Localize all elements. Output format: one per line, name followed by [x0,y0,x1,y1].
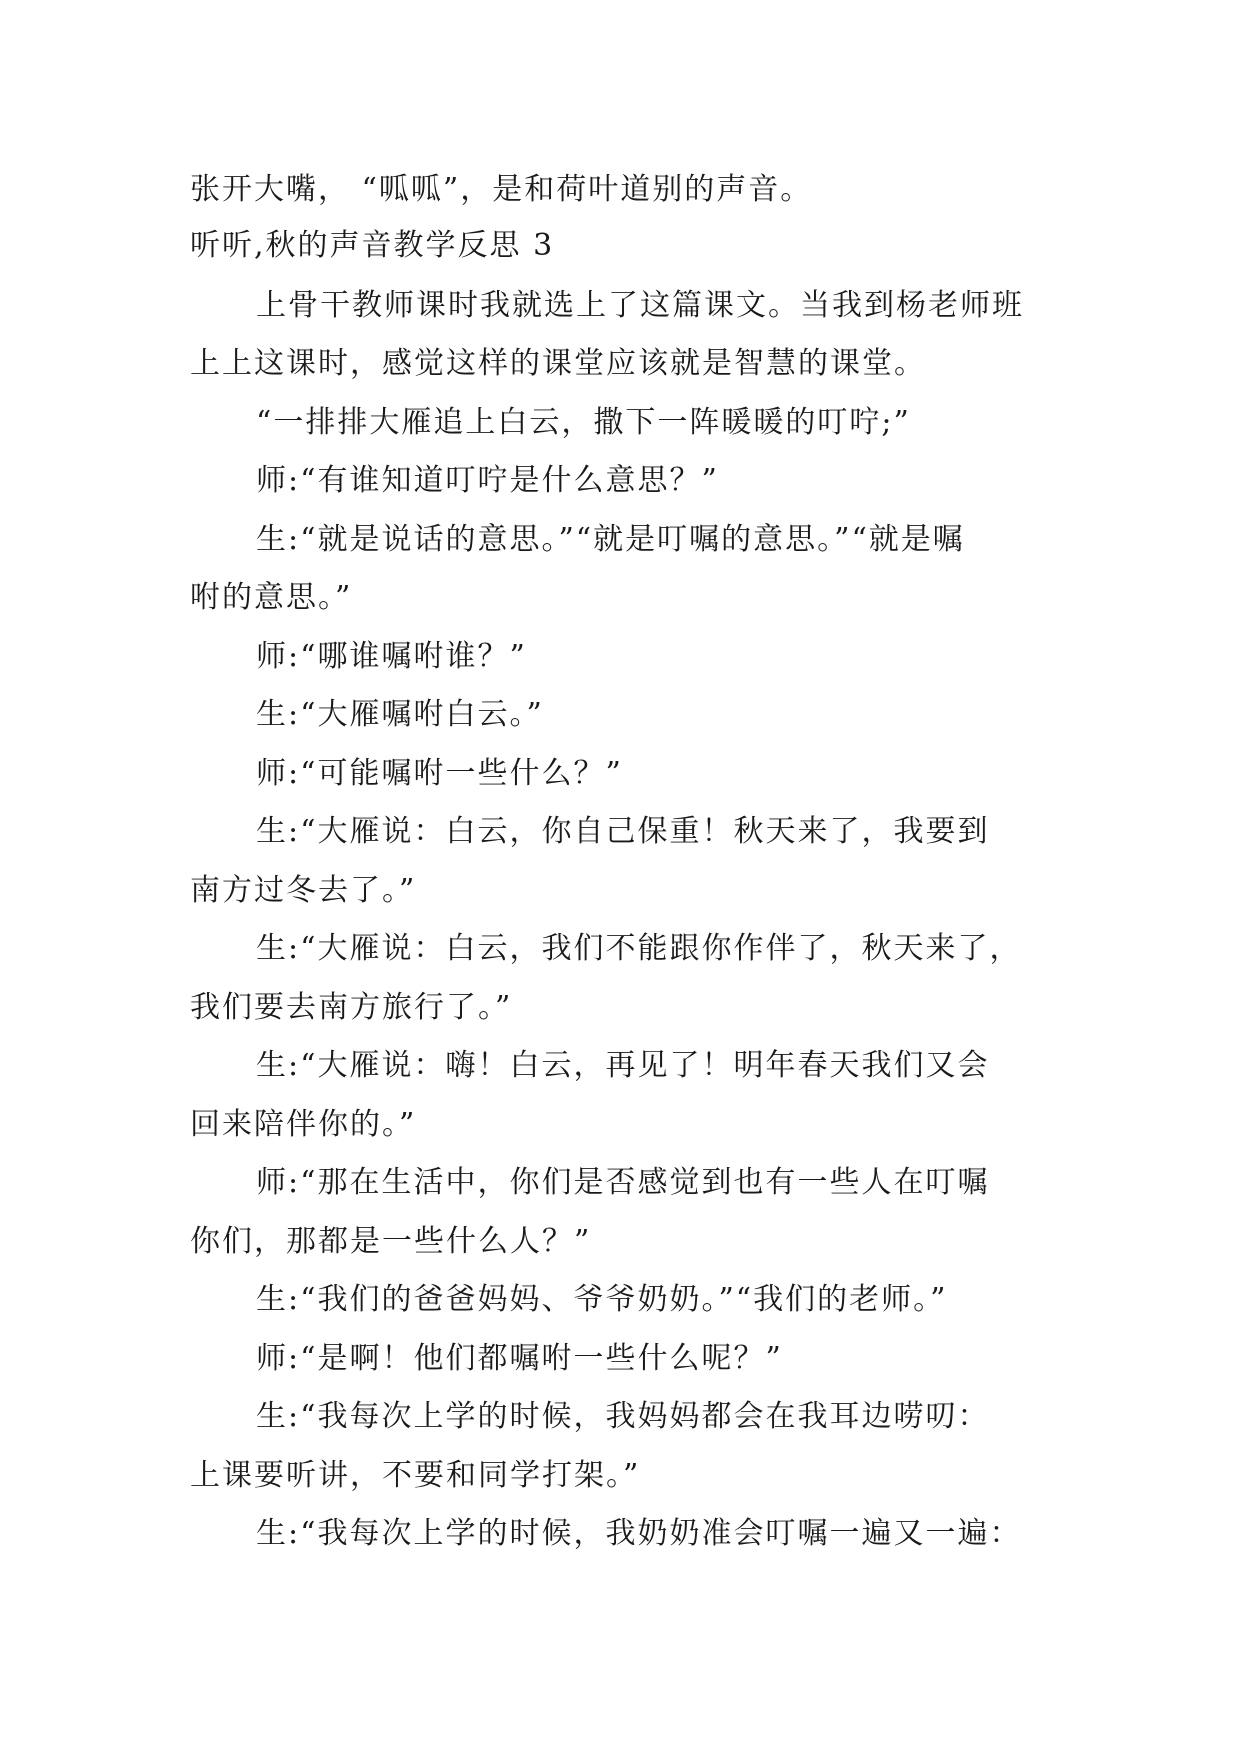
text-line: 生:“我们的爸爸妈妈、爷爷奶奶。”“我们的老师。” [256,1282,948,1317]
text-line: 南方过冬去了。” [190,873,417,908]
section-heading: 听听,秋的声音教学反思 3 [190,228,555,263]
text-line: 生:“大雁说：白云，你自己保重！秋天来了，我要到 [256,814,990,849]
text-line: 生:“我每次上学的时候，我妈妈都会在我耳边唠叨： [256,1399,990,1434]
text-line: 生:“就是说话的意思。”“就是叮嘱的意思。”“就是嘱 [256,522,965,557]
text-line: 生:“大雁说：白云，我们不能跟你作伴了，秋天来了， [256,931,1022,966]
text-line: 上上这课时，感觉这样的课堂应该就是智慧的课堂。 [190,346,926,381]
text-line: 师:“是啊！他们都嘱咐一些什么呢？” [256,1341,783,1376]
text-line: 上课要听讲，不要和同学打架。” [190,1458,641,1493]
text-line: 师:“可能嘱咐一些什么？” [256,756,623,791]
text-line: 师:“哪谁嘱咐谁？” [256,639,527,674]
text-line: 师:“有谁知道叮咛是什么意思？” [256,463,719,498]
text-line: 你们，那都是一些什么人？” [190,1224,592,1259]
text-line: 师:“那在生活中，你们是否感觉到也有一些人在叮嘱 [256,1165,990,1200]
text-line: 生:“大雁嘱咐白云。” [256,697,544,732]
text-line: 上骨干教师课时我就选上了这篇课文。当我到杨老师班 [256,288,1024,323]
text-line: 咐的意思。” [190,580,353,615]
text-line: 我们要去南方旅行了。” [190,990,513,1025]
text-line: 生:“我每次上学的时候，我奶奶准会叮嘱一遍又一遍： [256,1516,1022,1551]
text-line: 回来陪伴你的。” [190,1107,417,1142]
text-line: “一排排大雁追上白云，撒下一阵暖暖的叮咛;” [256,405,911,440]
text-line: 生:“大雁说：嗨！白云，再见了！明年春天我们又会 [256,1048,990,1083]
text-line: 张开大嘴， “呱呱”，是和荷叶道别的声音。 [190,172,813,207]
